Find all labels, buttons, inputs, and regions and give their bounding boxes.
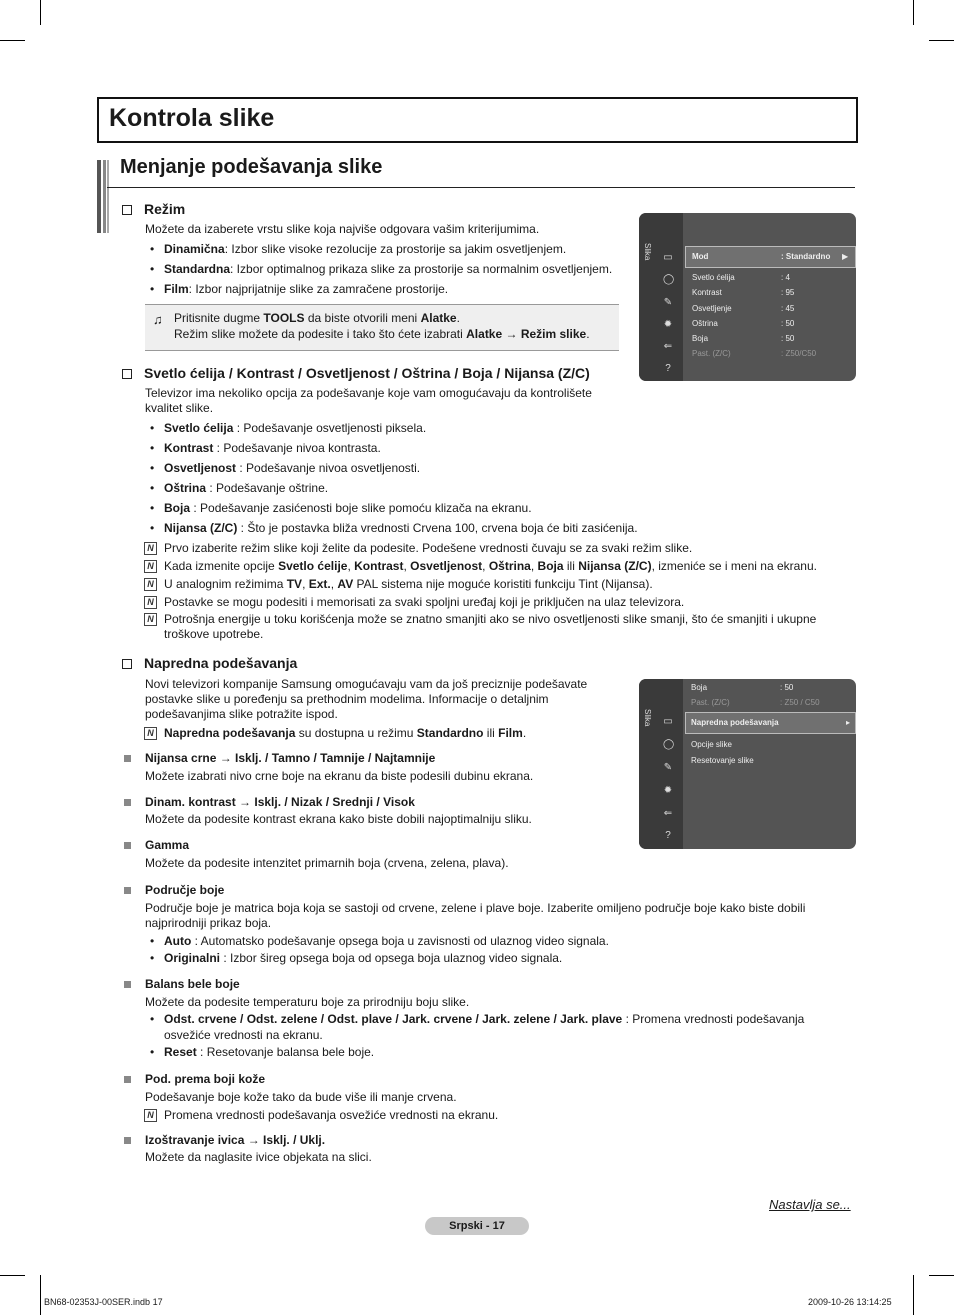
bullet-icon: •	[150, 481, 155, 495]
item-desc: Podešavanje boje kože tako da bude više ili manje crvena.	[145, 1090, 457, 1104]
note-text: Napredna podešavanja su dostupna u režimu Standardno ili Film.	[164, 726, 527, 740]
tv-menu-row-label: Mod	[692, 252, 709, 261]
page-title: Kontrola slike	[109, 104, 275, 132]
item-desc: Možete izabrati nivo crne boje na ekranu da biste podesili dubinu ekrana.	[145, 769, 534, 783]
list-item: Auto : Automatsko podešavanje opsega boja u zavisnosti od ulaznog video signala.	[164, 934, 609, 948]
tv-menu-row-value: : 50	[780, 683, 794, 692]
item-title: Balans bele boje	[145, 977, 240, 991]
list-item: Reset : Resetovanje balansa bele boje.	[164, 1045, 375, 1059]
tv-menu-sidebar	[639, 679, 683, 849]
sound-icon: ◯	[663, 739, 675, 750]
tv-menu-row-label: Napredna podešavanja	[691, 718, 779, 727]
item-title: Pod. prema boji kože	[145, 1072, 266, 1086]
list-item: Oštrina : Podešavanje oštrine.	[164, 481, 329, 495]
tv-menu-row-value: : 4	[781, 273, 790, 282]
list-item: Kontrast : Podešavanje nivoa kontrasta.	[164, 441, 381, 455]
rezim-intro: Možete da izaberete vrstu slike koja najviše odgovara vašim kriterijumima.	[145, 222, 540, 236]
napredna-intro: podešavanjima slike potražite ispod.	[145, 707, 338, 721]
tools-note-box	[145, 304, 619, 351]
bullet-icon: •	[150, 441, 155, 455]
note-text: Postavke se mogu podesiti i memorisati za svaki spoljni uređaj koji je priključen na ulaz televizora.	[164, 595, 685, 609]
crop-mark	[929, 1275, 954, 1276]
item-title: Područje boje	[145, 883, 225, 897]
page-number-badge: Srpski - 17	[425, 1217, 529, 1235]
checkbox-icon	[122, 659, 132, 669]
sound-icon: ◯	[663, 274, 675, 285]
tv-menu-row-label: Resetovanje slike	[691, 756, 754, 765]
note-text: Prvo izaberite režim slike koji želite da podesite. Podešene vrednosti čuvaju se za svaki režim slike.	[164, 541, 693, 555]
list-item-cont: osvežiće vrednosti na ekranu.	[164, 1028, 323, 1042]
rezim-heading: Režim	[144, 201, 186, 217]
list-item: Osvetljenost : Podešavanje nivoa osvetljenosti.	[164, 461, 421, 475]
note-text: troškove upotrebe.	[164, 627, 264, 641]
tv-menu-row-label: Oštrina	[692, 319, 718, 328]
square-bullet-icon	[124, 755, 131, 762]
svetlo-heading: Svetlo ćelija / Kontrast / Osvetljenost / Oštrina / Boja / Nijansa (Z/C)	[144, 365, 590, 381]
list-item: Standardna: Izbor optimalnog prikaza slike za prostorije sa normalnim osvetljenjem.	[164, 262, 613, 276]
list-item: Boja : Podešavanje zasićenosti boje slike pomoću klizača na ekranu.	[164, 501, 532, 515]
item-desc: Možete da podesite intenzitet primarnih boja (crvena, zelena, plava).	[145, 856, 509, 870]
note-icon: N	[144, 727, 157, 740]
note-text: Promena vrednosti podešavanja osvežiće vrednosti na ekranu.	[164, 1108, 499, 1122]
tv-menu-row-label: Boja	[692, 334, 709, 343]
tv-menu-sidebar	[639, 213, 683, 381]
channel-icon: ✎	[663, 297, 673, 308]
bullet-icon: •	[150, 951, 155, 965]
square-bullet-icon	[124, 1076, 131, 1083]
bullet-icon: •	[150, 1012, 155, 1026]
tv-menu-side-label: Slika	[643, 709, 652, 727]
setup-icon: ✹	[663, 319, 673, 330]
tv-menu-row-label: Boja	[691, 683, 708, 692]
bullet-icon: •	[150, 262, 155, 276]
list-item: Nijansa (Z/C) : Što je postavka bliža vrednosti Crvena 100, crvena boja će biti zasićenija.	[164, 521, 638, 535]
tv-menu-side-label: Slika	[643, 243, 652, 261]
tv-menu-row-value: : 45	[781, 304, 795, 313]
note-icon: N	[144, 542, 157, 555]
item-desc: Područje boje je matrica boja koja se sastoji od crvene, zelene i plave boje. Izaberite omiljeno područje boje kako biste dobili	[145, 901, 806, 915]
tv-menu-screenshot	[639, 679, 856, 849]
tv-menu-screenshot	[639, 213, 856, 381]
note-icon: N	[144, 578, 157, 591]
tools-note-line2: Režim slike možete da podesite i tako što ćete izabrati Alatke → Režim slike.	[174, 327, 590, 341]
bullet-icon: •	[150, 282, 155, 296]
item-title: Izoštravanje ivica → Isklj. / Uklj.	[145, 1133, 326, 1147]
arrow-right-icon: ▸	[846, 718, 851, 727]
napredna-intro: postavke slike u poređenju sa prethodnim modelima. Informacije o detaljnim	[145, 692, 549, 706]
checkbox-icon	[122, 369, 132, 379]
square-bullet-icon	[124, 1137, 131, 1144]
page-title-box	[97, 97, 858, 143]
help-icon: ?	[665, 830, 671, 841]
note-icon: N	[144, 560, 157, 573]
square-bullet-icon	[124, 842, 131, 849]
tv-menu-row-value: : 95	[781, 288, 795, 297]
bullet-icon: •	[150, 421, 155, 435]
list-item: Film: Izbor najprijatnije slike za zamračene prostorije.	[164, 282, 449, 296]
channel-icon: ✎	[663, 762, 673, 773]
footer-file: BN68-02353J-00SER.indb 17	[44, 1297, 163, 1307]
square-bullet-icon	[124, 981, 131, 988]
tv-menu-row-label: Osvetljenje	[692, 304, 732, 313]
crop-mark	[913, 0, 914, 25]
tv-menu-row-value: : Standardno	[781, 252, 831, 261]
bullet-icon: •	[150, 242, 155, 256]
tv-menu-row-label: Past. (Z/C)	[691, 698, 730, 707]
bullet-icon: •	[150, 461, 155, 475]
item-title: Dinam. kontrast → Isklj. / Nizak / Srednji / Visok	[145, 795, 415, 809]
note-icon: N	[144, 596, 157, 609]
note-icon: N	[144, 1109, 157, 1122]
section-title: Menjanje podešavanja slike	[120, 156, 383, 178]
crop-mark	[40, 0, 41, 25]
tv-menu-row-value: : 50	[781, 334, 795, 343]
help-icon: ?	[665, 363, 671, 374]
list-item: Odst. crvene / Odst. zelene / Odst. plave / Jark. crvene / Jark. zelene / Jark. plave : Promena vrednosti podešavanja	[164, 1012, 805, 1026]
napredna-intro: Novi televizori kompanije Samsung omogućavaju vam da još preciznije podešavate	[145, 677, 588, 691]
bullet-icon: •	[150, 521, 155, 535]
tv-menu-row-label: Svetlo ćelija	[692, 273, 735, 282]
list-item: Originalni : Izbor šireg opsega boja od opsega boja ulaznog video signala.	[164, 951, 563, 965]
item-desc: Možete da podesite temperaturu boje za prirodniju boju slike.	[145, 995, 470, 1009]
selected-row-highlight	[685, 246, 856, 268]
crop-mark	[929, 40, 954, 41]
square-bullet-icon	[124, 799, 131, 806]
square-bullet-icon	[124, 887, 131, 894]
crop-mark	[40, 1275, 41, 1315]
setup-icon: ✹	[663, 785, 673, 796]
crop-mark	[0, 40, 25, 41]
note-text: Kada izmenite opcije Svetlo ćelije, Kontrast, Osvetljenost, Oštrina, Boja ili Nijansa (Z/C), izmeniće se i meni na ekranu.	[164, 559, 817, 573]
bullet-icon: •	[150, 1045, 155, 1059]
input-icon: ⇐	[663, 341, 673, 352]
list-item: Dinamična: Izbor slike visoke rezolucije za prostorije sa jakim osvetljenjem.	[164, 242, 567, 256]
item-title: Nijansa crne → Isklj. / Tamno / Tamnije / Najtamnije	[145, 751, 436, 765]
item-desc: Možete da naglasite ivice objekata na slici.	[145, 1150, 372, 1164]
tools-note-line1: Pritisnite dugme TOOLS da biste otvorili meni Alatke.	[174, 311, 460, 325]
crop-mark	[0, 1275, 25, 1276]
tv-menu-row-value: : Z50/C50	[781, 349, 817, 358]
checkbox-icon	[122, 205, 132, 215]
note-icon: N	[144, 613, 157, 626]
tv-menu-row-label: Past. (Z/C)	[692, 349, 731, 358]
tv-menu-row-label: Opcije slike	[691, 740, 732, 749]
svetlo-intro: Televizor ima nekoliko opcija za podešavanje koje vam omogućavaju da kontrolišete	[145, 386, 592, 400]
divider	[107, 187, 855, 188]
input-icon: ⇐	[663, 808, 673, 819]
bullet-icon: •	[150, 934, 155, 948]
tools-icon: ♫	[153, 312, 163, 327]
tv-menu-row-value: : Z50 / C50	[780, 698, 820, 707]
note-text: U analognim režimima TV, Ext., AV PAL sistema nije moguće koristiti funkciju Tint (Nijansa).	[164, 577, 653, 591]
list-item: Svetlo ćelija : Podešavanje osvetljenosti piksela.	[164, 421, 427, 435]
bullet-icon: •	[150, 501, 155, 515]
note-text: Potrošnja energije u toku korišćenja može se znatno smanjiti ako se nivo osvetljenosti slike smanji, što će smanjiti i ukupne	[164, 612, 817, 626]
crop-mark	[913, 1275, 914, 1315]
arrow-right-icon: ▶	[842, 252, 849, 261]
footer-datetime: 2009-10-26 13:14:25	[808, 1297, 892, 1307]
tv-menu-row-value: : 50	[781, 319, 795, 328]
picture-icon: ▭	[663, 716, 673, 727]
picture-icon: ▭	[663, 252, 673, 263]
item-desc: najprirodniji prikaz boja.	[145, 916, 272, 930]
svetlo-intro: kvalitet slike.	[145, 401, 214, 415]
item-desc: Možete da podesite kontrast ekrana kako biste dobili najoptimalniju sliku.	[145, 812, 532, 826]
napredna-heading: Napredna podešavanja	[144, 655, 298, 671]
continued-text: Nastavlja se...	[769, 1197, 851, 1212]
item-title: Gamma	[145, 838, 190, 852]
tv-menu-row-label: Kontrast	[692, 288, 722, 297]
